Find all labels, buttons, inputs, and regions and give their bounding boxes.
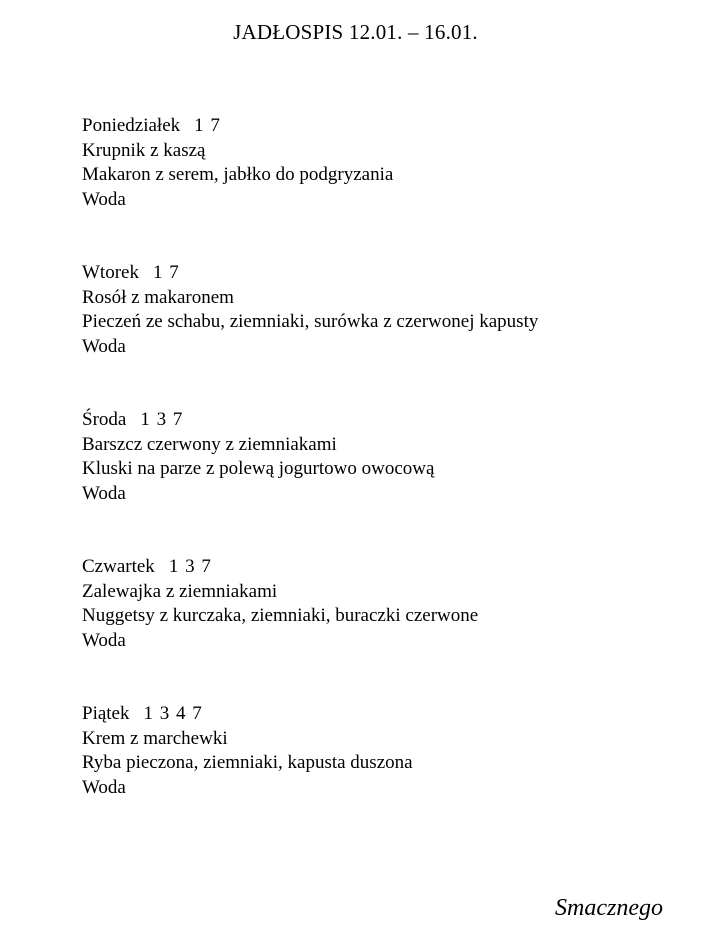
drink: Woda: [82, 629, 126, 651]
closing-text: Smacznego: [555, 895, 663, 921]
day-header: [82, 114, 682, 139]
drink: Woda: [82, 776, 126, 798]
drink: Woda: [82, 188, 126, 210]
day-header: [82, 408, 682, 433]
day-header: [82, 555, 682, 580]
soup: Krupnik z kaszą: [82, 139, 206, 161]
menu-day-tuesday: [82, 261, 682, 359]
main-course: Nuggetsy z kurczaka, ziemniaki, buraczki czerwone: [82, 605, 479, 626]
day-name: Poniedziałek: [82, 115, 181, 136]
soup: Krem z marchewki: [82, 727, 228, 749]
day-name: Środa: [82, 409, 127, 430]
day-name: Piątek: [82, 703, 130, 724]
day-header: [82, 702, 682, 727]
day-header: [82, 261, 682, 286]
allergen-codes: 1 3 7: [168, 556, 211, 577]
menu-day-wednesday: [82, 408, 682, 506]
soup: Zalewajka z ziemniakami: [82, 580, 278, 602]
menu-day-monday: [82, 114, 682, 212]
menu-day-thursday: [82, 555, 682, 653]
allergen-codes: 1 3 7: [140, 409, 183, 430]
day-name: Czwartek: [82, 556, 155, 577]
drink: Woda: [82, 335, 126, 357]
allergen-codes: 1 3 4 7: [143, 703, 202, 724]
main-course: Ryba pieczona, ziemniaki, kapusta duszona: [82, 752, 413, 773]
allergen-codes: 1 7: [152, 262, 179, 283]
drink: Woda: [82, 482, 126, 504]
soup: Rosół z makaronem: [82, 286, 234, 308]
soup: Barszcz czerwony z ziemniakami: [82, 433, 337, 455]
main-course: Kluski na parze z polewą jogurtowo owocową: [82, 458, 435, 479]
day-name: Wtorek: [82, 262, 139, 283]
main-course: Pieczeń ze schabu, ziemniaki, surówka z czerwonej kapusty: [82, 311, 539, 332]
page-title: JADŁOSPIS 12.01. – 16.01.: [233, 20, 478, 44]
main-course: Makaron z serem, jabłko do podgryzania: [82, 164, 394, 185]
allergen-codes: 1 7: [194, 115, 220, 136]
menu-day-friday: [82, 702, 682, 800]
